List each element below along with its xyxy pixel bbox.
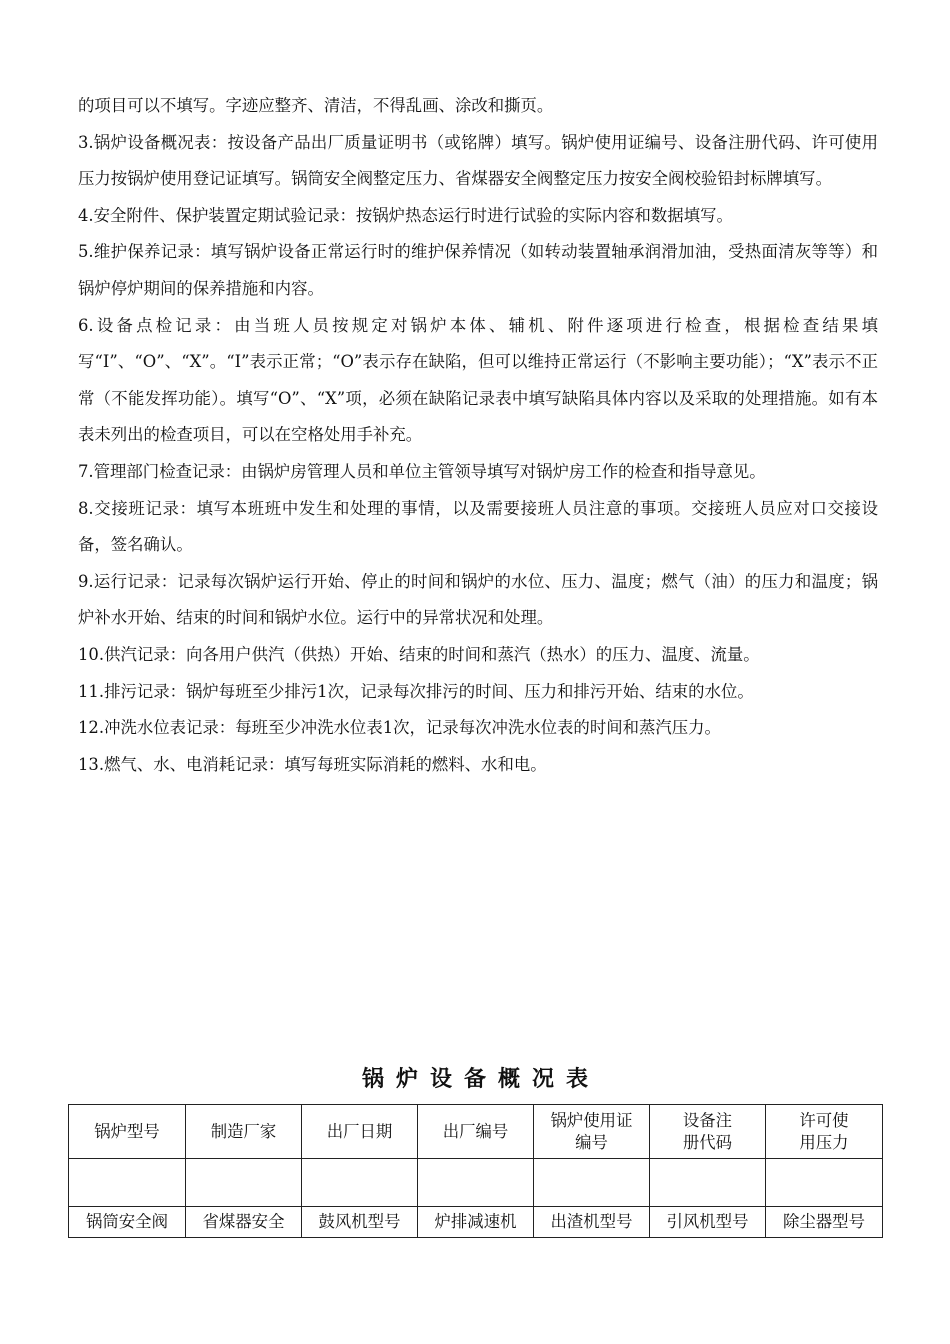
boiler-overview-table bbox=[68, 1104, 883, 1238]
header-cell: 炉排减速机 bbox=[418, 1207, 534, 1238]
blank-cell bbox=[186, 1159, 302, 1207]
blank-cell bbox=[650, 1159, 766, 1207]
header-cell: 锅炉使用证编号 bbox=[534, 1105, 650, 1159]
instruction-item: 6.设备点检记录：由当班人员按规定对锅炉本体、辅机、附件逐项进行检查，根据检查结果填写“I”、“O”、“X”。“I”表示正常；“O”表示存在缺陷，但可以维持正常运行（不影响主要功能）；“X”表示不正常（不能发挥功能）。填写“O”、“X”项，必须在缺陷记录表中填写缺陷具体内容以及采取的处理措施。如有本表未列出的检查项目，可以在空格处用手补充。 bbox=[78, 315, 878, 445]
header-cell: 鼓风机型号 bbox=[302, 1207, 418, 1238]
header-cell: 出渣机型号 bbox=[534, 1207, 650, 1238]
header-cell: 省煤器安全 bbox=[186, 1207, 302, 1238]
header-cell: 出厂编号 bbox=[418, 1105, 534, 1159]
header-cell: 锅筒安全阀 bbox=[69, 1207, 186, 1238]
header-cell: 锅炉型号 bbox=[69, 1105, 186, 1159]
instruction-item: 5.维护保养记录：填写锅炉设备正常运行时的维护保养情况（如转动装置轴承润滑加油，受热面清灰等等）和锅炉停炉期间的保养措施和内容。 bbox=[78, 242, 878, 298]
instruction-item: 的项目可以不填写。字迹应整齐、清洁，不得乱画、涂改和撕页。 bbox=[78, 96, 554, 115]
instruction-item: 9.运行记录：记录每次锅炉运行开始、停止的时间和锅炉的水位、压力、温度；燃气（油）的压力和温度；锅炉补水开始、结束的时间和锅炉水位。运行中的异常状况和处理。 bbox=[78, 571, 878, 628]
table-header-row bbox=[69, 1105, 883, 1159]
instruction-item: 12.冲洗水位表记录：每班至少冲洗水位表1次，记录每次冲洗水位表的时间和蒸汽压力。 bbox=[78, 718, 721, 738]
blank-cell bbox=[534, 1159, 650, 1207]
header-cell: 制造厂家 bbox=[186, 1105, 302, 1159]
header-cell: 设备注册代码 bbox=[650, 1105, 766, 1159]
instruction-item: 13.燃气、水、电消耗记录：填写每班实际消耗的燃料、水和电。 bbox=[78, 754, 547, 774]
instructions-list bbox=[78, 88, 878, 783]
instruction-item: 11.排污记录：锅炉每班至少排污1次，记录每次排污的时间、压力和排污开始、结束的水位。 bbox=[78, 681, 754, 701]
blank-cell bbox=[418, 1159, 534, 1207]
blank-cell bbox=[69, 1159, 186, 1207]
table-second-header-row bbox=[69, 1207, 883, 1238]
instruction-item: 3.锅炉设备概况表：按设备产品出厂质量证明书（或铭牌）填写。锅炉使用证编号、设备注册代码、许可使用压力按锅炉使用登记证填写。锅筒安全阀整定压力、省煤器安全阀整定压力按安全阀校验铅封标牌填写。 bbox=[78, 132, 878, 189]
instruction-item: 7.管理部门检查记录：由锅炉房管理人员和单位主管领导填写对锅炉房工作的检查和指导意见。 bbox=[78, 461, 766, 481]
instruction-item: 4.安全附件、保护装置定期试验记录：按锅炉热态运行时进行试验的实际内容和数据填写。 bbox=[78, 205, 733, 225]
table-title: 锅炉设备概况表 bbox=[361, 1067, 600, 1092]
blank-cell bbox=[302, 1159, 418, 1207]
table-blank-row bbox=[69, 1159, 883, 1207]
header-cell: 除尘器型号 bbox=[766, 1207, 883, 1238]
header-cell: 出厂日期 bbox=[302, 1105, 418, 1159]
instruction-item: 10.供汽记录：向各用户供汽（供热）开始、结束的时间和蒸汽（热水）的压力、温度、流量。 bbox=[78, 644, 760, 664]
header-cell: 许可使用压力 bbox=[766, 1105, 883, 1159]
header-cell: 引风机型号 bbox=[650, 1207, 766, 1238]
instruction-item: 8.交接班记录：填写本班班中发生和处理的事情，以及需要接班人员注意的事项。交接班人员应对口交接设备，签名确认。 bbox=[78, 498, 878, 555]
blank-cell bbox=[766, 1159, 883, 1207]
